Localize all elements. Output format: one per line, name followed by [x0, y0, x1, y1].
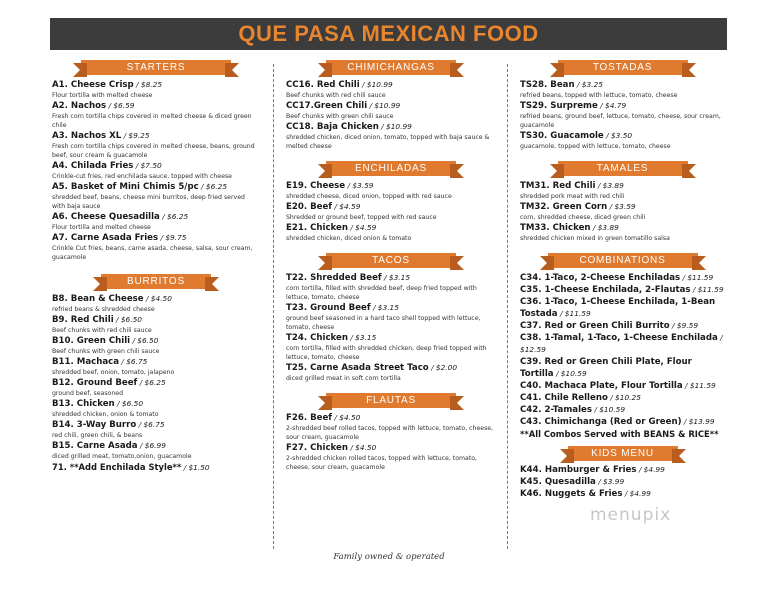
menu-item-description: Beef chunks with red chili sauce	[52, 327, 152, 334]
menu-item-name: C43. Chimichanga (Red or Green)	[520, 417, 682, 427]
menu-item-title	[286, 100, 496, 112]
menu-item-name: T22. Shredded Beef	[286, 273, 382, 283]
menu-item-title	[52, 181, 260, 193]
menu-item-name: CC16. Red Chili	[286, 80, 360, 90]
menu-item-price: / $2.00	[428, 363, 458, 372]
menu-item-description: 2-shredded beef rolled tacos, topped with lettuce, tomato, cheese, sour cream, guacamole	[286, 425, 494, 441]
menu-item-price: / $10.59	[553, 369, 587, 378]
menu-item	[286, 272, 496, 302]
menu-item-description: guacamole, topped with lettuce, tomato, cheese	[520, 143, 671, 150]
menu-item-name: C39. Red or Green Chili Plate, Flour Tortilla	[520, 357, 692, 379]
menu-item-price: / $9.75	[158, 233, 187, 242]
menu-item-price: / $10.59	[592, 405, 626, 414]
menu-item-description: Flour tortilla with melted cheese	[52, 92, 153, 99]
menu-item-title	[520, 416, 725, 428]
menu-item	[520, 380, 725, 392]
menu-item-name: C38. 1-Tamal, 1-Taco, 1-Cheese Enchilada	[520, 333, 718, 343]
menu-item-price: / $4.59	[347, 223, 377, 232]
menu-item	[286, 442, 496, 472]
menu-item-description: shredded chicken mixed in green tomatillo salsa	[520, 235, 670, 242]
menu-item-description: Beef chunks with green chili sauce	[52, 348, 160, 355]
menu-item-price: / $3.15	[381, 273, 411, 282]
menu-item	[286, 100, 496, 121]
menu-item-price: / $3.15	[370, 303, 399, 312]
menu-item-description: Fresh corn tortilla chips covered in melted cheese & diced green chile	[52, 113, 252, 129]
menu-item-description: diced grilled meat in soft corn tortilla	[286, 375, 401, 382]
menu-item-description: Flour tortilla and melted cheese	[52, 224, 151, 231]
menu-item	[286, 302, 496, 332]
menu-item-price: / $4.79	[597, 101, 627, 110]
menu-item-title	[52, 398, 260, 410]
menu-item-title	[286, 180, 496, 192]
menu-item-name: TS29. Surpreme	[520, 101, 598, 111]
menu-item-description: refried beans, topped with lettuce, tomato, cheese	[520, 92, 678, 99]
menu-item-description: diced grilled meat, tomato,onion, guacamole	[52, 453, 192, 460]
menu-item	[520, 284, 725, 296]
menu-item	[520, 464, 725, 476]
menu-item-title	[520, 296, 725, 320]
menu-item-title	[520, 100, 725, 112]
menu-item	[520, 272, 725, 284]
menu-item-price: / $4.50	[347, 443, 377, 452]
menu-item-price: / $6.50	[114, 399, 144, 408]
menu-item-name: C40. Machaca Plate, Flour Tortilla	[520, 381, 683, 391]
menu-item	[52, 160, 260, 181]
section-flautas	[286, 393, 496, 472]
menu-item-name: F27. Chicken	[286, 443, 348, 453]
menu-item-price: / $3.15	[347, 333, 377, 342]
menu-item-name: C36. 1-Taco, 1-Cheese Enchilada, 1-Bean Tostada	[520, 297, 716, 319]
enchilada-style-note: 71. **Add Enchilada Style** / $1.50	[52, 462, 210, 472]
menu-item	[520, 79, 725, 100]
menu-item	[286, 332, 496, 362]
section-kids-menu	[520, 446, 725, 500]
menu-item	[286, 79, 496, 100]
menu-item	[52, 100, 260, 130]
menu-item-price: / $7.50	[133, 161, 162, 170]
section-enchiladas	[286, 161, 496, 243]
menu-item-title	[286, 79, 496, 91]
section-banner: TOSTADAS	[558, 60, 688, 75]
menu-item	[520, 488, 725, 500]
menu-item-description: corn tortilla, filled with shredded beef, deep fried topped with lettuce, tomato, cheese	[286, 285, 477, 301]
menu-item-title	[520, 130, 725, 142]
menu-item-name: T23. Ground Beef	[286, 303, 371, 313]
menu-item-title	[52, 79, 260, 91]
menu-item-name: F26. Beef	[286, 413, 333, 423]
menu-item-name: CC17.Green Chili	[286, 101, 368, 111]
section-banner: COMBINATIONS	[548, 253, 698, 268]
section-banner: TAMALES	[558, 161, 688, 176]
menu-item-name: TS30. Guacamole	[520, 131, 604, 141]
menu-item-name: K44. Hamburger & Fries	[520, 465, 637, 475]
menu-item-name: K45. Quesadilla	[520, 477, 596, 487]
menu-item-title	[52, 130, 260, 142]
menu-item-description: ground beef seasoned in a hard taco shell topped with lettuce, tomato, cheese	[286, 315, 481, 331]
menu-item-title	[286, 332, 496, 344]
menu-item-title	[520, 320, 725, 332]
menu-item	[520, 130, 725, 151]
menu-item-price: / $4.99	[622, 489, 651, 498]
section-chimichangas	[286, 60, 496, 151]
menu-item-name: A3. Nachos XL	[52, 131, 122, 141]
menu-item	[52, 79, 260, 100]
section-banner: FLAUTAS	[326, 393, 456, 408]
menu-item	[286, 222, 496, 243]
menu-item-price: / $3.89	[590, 223, 619, 232]
menu-item-title	[520, 404, 725, 416]
menu-item	[520, 332, 725, 356]
column-divider	[273, 64, 274, 549]
menu-item-title	[520, 284, 725, 296]
menu-item	[52, 211, 260, 232]
menu-item-price: / $4.50	[143, 294, 172, 303]
restaurant-title: QUE PASA MEXICAN FOOD	[238, 21, 539, 46]
menu-item-description: Beef chunks with red chili sauce	[286, 92, 386, 99]
menu-item-description: shredded chicken, onion & tomato	[52, 411, 159, 418]
menu-item-price: / $12.59	[520, 333, 723, 354]
menu-item-price: / $3.50	[603, 131, 633, 140]
menu-column-2	[286, 60, 496, 472]
menu-item-name: TM33. Chicken	[520, 223, 591, 233]
menu-item-name: T24. Chicken	[286, 333, 348, 343]
menu-item	[52, 181, 260, 211]
menu-item-description: Fresh corn tortilla chips covered in melted cheese, beans, ground beef, sour cream & guacamole	[52, 143, 255, 159]
footer-tagline: Family owned & operated	[333, 552, 445, 562]
menu-item-price: / $9.25	[121, 131, 150, 140]
menu-item-price: / $6.50	[113, 315, 142, 324]
column-divider	[507, 64, 508, 549]
menu-item-name: A5. Basket of Mini Chimis 5/pc	[52, 182, 199, 192]
menu-item-price: / $11.59	[680, 273, 714, 282]
menu-item	[520, 416, 725, 428]
menu-item-price: / $6.25	[159, 212, 189, 221]
menu-item-name: C35. 1-Cheese Enchilada, 2-Flautas	[520, 285, 691, 295]
menu-item-description: corn, shredded cheese, diced green chili	[520, 214, 646, 221]
menu-item-price: / $6.75	[136, 420, 165, 429]
menu-item	[286, 412, 496, 442]
menu-item-title	[286, 442, 496, 454]
menu-item-title	[52, 232, 260, 244]
menu-item-description: shredded chicken, diced onion, tomato, topped with baja sauce & melted cheese	[286, 134, 490, 150]
menu-item-price: / $8.25	[133, 80, 163, 89]
section-banner: CHIMICHANGAS	[326, 60, 456, 75]
menu-item-name: B14. 3-Way Burro	[52, 420, 137, 430]
menu-item-description: corn tortilla, filled with shredded chicken, deep fried topped with lettuce, tomato, cheese	[286, 345, 487, 361]
menu-column-3	[520, 60, 725, 500]
menu-item-title	[52, 440, 260, 452]
menu-item-price: / $3.99	[595, 477, 625, 486]
menu-item-title	[520, 332, 725, 356]
menu-item-name: B9. Red Chili	[52, 315, 114, 325]
menu-item-price: / $10.99	[359, 80, 393, 89]
menu-item	[52, 356, 260, 377]
menu-item-title	[52, 419, 260, 431]
menu-item-price: / $3.25	[574, 80, 603, 89]
menu-item	[520, 222, 725, 243]
menu-item	[52, 440, 260, 461]
menu-item	[520, 320, 725, 332]
menu-item-description: shredded beef, onion, tomato, jalapeno	[52, 369, 175, 376]
menu-item-name: C37. Red or Green Chili Burrito	[520, 321, 670, 331]
menu-item-name: C34. 1-Taco, 2-Cheese Enchiladas	[520, 273, 681, 283]
section-tostadas	[520, 60, 725, 151]
menu-item-name: TM31. Red Chili	[520, 181, 596, 191]
menu-item	[520, 100, 725, 130]
menu-item-title	[286, 362, 496, 374]
section-banner: KIDS MENU	[568, 446, 678, 461]
menu-item-name: A4. Chilada Fries	[52, 161, 134, 171]
menu-item-price: / $4.59	[332, 202, 361, 211]
menu-item-title	[520, 272, 725, 284]
section-banner: STARTERS	[81, 60, 231, 75]
menu-item-title	[520, 356, 725, 380]
menu-item-price: / $6.50	[130, 336, 159, 345]
menu-item-name: E21. Chicken	[286, 223, 348, 233]
menu-item-price: / $4.99	[636, 465, 665, 474]
menu-item-title	[52, 314, 260, 326]
menu-item-title	[520, 79, 725, 91]
menu-item-title	[52, 377, 260, 389]
menu-item-description: red chili, green chili, & beans	[52, 432, 143, 439]
menu-item	[52, 377, 260, 398]
menu-item-price: / $6.75	[119, 357, 148, 366]
menu-item-name: CC18. Baja Chicken	[286, 122, 379, 132]
menu-item-price: / $11.59	[682, 381, 716, 390]
menu-item-title	[52, 160, 260, 172]
menu-item-title	[52, 100, 260, 112]
menu-item-description: shredded beef, beans, cheese mini burritos, deep fried served with baja sauce	[52, 194, 245, 210]
section-banner: ENCHILADAS	[326, 161, 456, 176]
menu-item-price: / $11.59	[557, 309, 591, 318]
menu-item-price: / $10.25	[607, 393, 641, 402]
menu-item	[520, 296, 725, 320]
menu-item	[52, 335, 260, 356]
menu-item-title	[520, 380, 725, 392]
menu-item-price: / $4.50	[332, 413, 361, 422]
section-tacos	[286, 253, 496, 383]
menu-item-description: Crinkle Cut fries, beans, carne asada, cheese, salsa, sour cream, guacamole	[52, 245, 253, 261]
menu-item-name: B13. Chicken	[52, 399, 115, 409]
section-banner: TACOS	[326, 253, 456, 268]
menu-item	[520, 392, 725, 404]
menu-item-description: Crinkle-cut fries, red enchilada sauce, topped with cheese	[52, 173, 232, 180]
menu-item-name: C42. 2-Tamales	[520, 405, 593, 415]
section-tamales	[520, 161, 725, 243]
menu-item-name: T25. Carne Asada Street Taco	[286, 363, 429, 373]
menu-item-name: B10. Green Chili	[52, 336, 131, 346]
menu-item	[520, 404, 725, 416]
menu-item	[52, 314, 260, 335]
menu-item-title	[520, 392, 725, 404]
menu-item-price: / $6.25	[198, 182, 228, 191]
menu-item-name: A7. Carne Asada Fries	[52, 233, 159, 243]
menu-item-price: / $6.59	[106, 101, 135, 110]
combos-note: **All Combos Served with BEANS & RICE**	[520, 429, 719, 439]
menu-item-name: TM32. Green Corn	[520, 202, 608, 212]
menu-item-title	[520, 464, 725, 476]
menu-item-name: B12. Ground Beef	[52, 378, 138, 388]
menu-item-title	[520, 222, 725, 234]
menu-item	[52, 419, 260, 440]
menu-item-description: ground beef, seasoned	[52, 390, 123, 397]
menu-item-price: / $10.99	[378, 122, 412, 131]
section-banner: BURRITOS	[101, 274, 211, 289]
menu-item-title	[52, 335, 260, 347]
menu-item-title	[286, 121, 496, 133]
menu-item-name: E19. Cheese	[286, 181, 346, 191]
menu-item-title	[286, 412, 496, 424]
menu-item-price: / $10.99	[367, 101, 401, 110]
menu-item	[52, 398, 260, 419]
menu-item-name: B15. Carne Asada	[52, 441, 138, 451]
menu-item-name: A1. Cheese Crisp	[52, 80, 134, 90]
menu-item-description: Shredded or ground beef, topped with red sauce	[286, 214, 437, 221]
menu-item-price: / $6.99	[137, 441, 166, 450]
menu-item	[520, 180, 725, 201]
menu-item-title	[520, 488, 725, 500]
menu-item-title	[286, 222, 496, 234]
menu-item-title	[286, 302, 496, 314]
menu-item-title	[520, 180, 725, 192]
menu-item-name: A6. Cheese Quesadilla	[52, 212, 160, 222]
menu-item-name: C41. Chile Relleno	[520, 393, 608, 403]
section-starters	[52, 60, 260, 262]
menu-item	[520, 201, 725, 222]
menu-item-title	[520, 201, 725, 213]
menu-item-title	[52, 293, 260, 305]
menu-item-title	[52, 356, 260, 368]
menu-item-title	[286, 201, 496, 213]
menu-item	[520, 476, 725, 488]
menu-item-price: / $9.59	[669, 321, 699, 330]
menu-item-price: / $3.59	[345, 181, 374, 190]
menu-item	[520, 356, 725, 380]
menu-item-description: 2-shredded chicken rolled tacos, topped with lettuce, tomato, cheese, sour cream, guacamole	[286, 455, 477, 471]
menu-item	[52, 130, 260, 160]
menu-item-description: refried beans & shredded cheese	[52, 306, 155, 313]
menu-item	[286, 362, 496, 383]
menu-item-description: shredded pork meat with red chili	[520, 193, 625, 200]
menu-item	[286, 201, 496, 222]
menu-item	[286, 180, 496, 201]
menu-item-description: shredded cheese, diced onion, topped with red sauce	[286, 193, 452, 200]
menu-column-1	[52, 60, 260, 474]
menu-item-name: TS28. Bean	[520, 80, 575, 90]
menu-item-name: B8. Bean & Cheese	[52, 294, 144, 304]
menu-item-description: shredded chicken, diced onion & tomato	[286, 235, 412, 242]
menu-item-name: B11. Machaca	[52, 357, 120, 367]
menu-item-price: / $13.99	[681, 417, 715, 426]
menu-item-price: / $3.89	[595, 181, 624, 190]
watermark: menupix	[590, 505, 672, 525]
menu-item	[52, 293, 260, 314]
menu-item	[52, 232, 260, 262]
section-burritos	[52, 274, 260, 474]
menu-item-title	[520, 476, 725, 488]
menu-item-description: Beef chunks with green chili sauce	[286, 113, 394, 120]
menu-item-price: / $11.59	[690, 285, 724, 294]
menu-item-name: K46. Nuggets & Fries	[520, 489, 623, 499]
menu-item-name: A2. Nachos	[52, 101, 107, 111]
menu-item	[286, 121, 496, 151]
menu-item-title	[286, 272, 496, 284]
menu-item-name: E20. Beef	[286, 202, 333, 212]
menu-item-price: / $6.25	[137, 378, 166, 387]
menu-item-price: / $3.59	[607, 202, 636, 211]
menu-item-title	[52, 211, 260, 223]
menu-item-description: refried beans, ground beef, lettuce, tomato, cheese, sour cream, guacamole	[520, 113, 721, 129]
menu-header	[50, 18, 727, 50]
section-combinations	[520, 253, 725, 440]
